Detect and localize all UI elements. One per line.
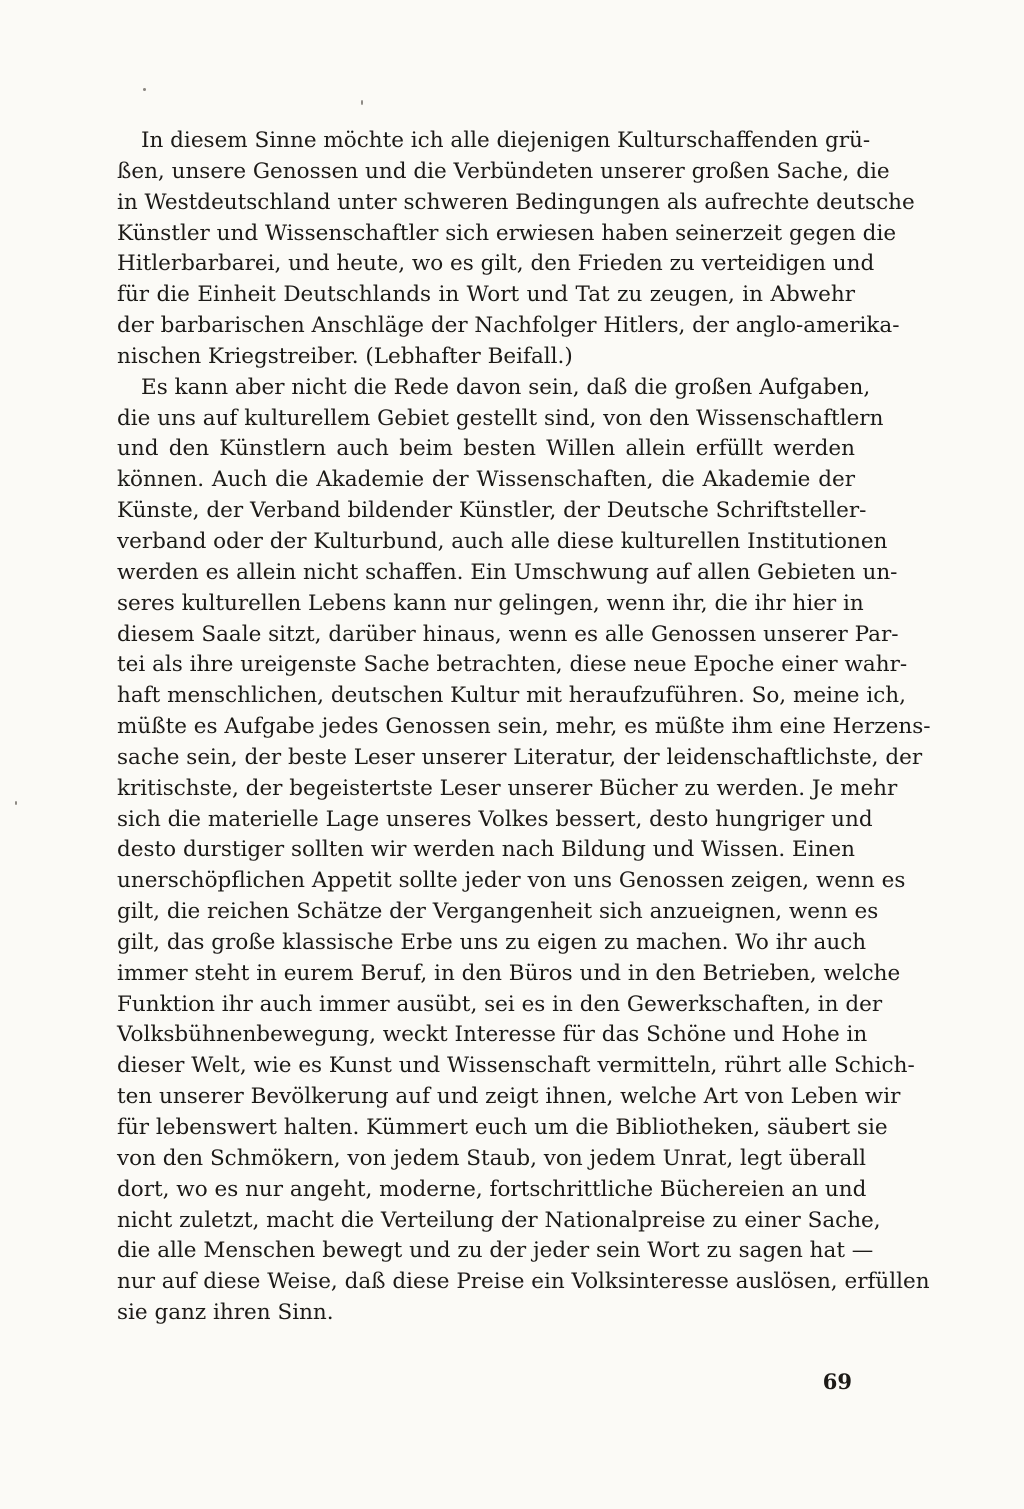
text-line: desto durstiger sollten wir werden nach Bildung und Wissen. Einen	[117, 837, 855, 863]
text-line: gilt, die reichen Schätze der Vergangenheit sich anzueignen, wenn es	[117, 899, 879, 925]
text-line: und den Künstlern auch beim besten Willen allein erfüllt werden	[117, 436, 855, 462]
text-line: Hitlerbarbarei, und heute, wo es gilt, den Frieden zu verteidigen und	[117, 251, 875, 277]
text-line: in Westdeutschland unter schweren Bedingungen als aufrechte deutsche	[117, 189, 915, 215]
text-line: Es kann aber nicht die Rede davon sein, daß die großen Aufgaben,	[141, 374, 871, 400]
body-text	[117, 126, 931, 1329]
text-line: seres kulturellen Lebens kann nur gelingen, wenn ihr, die ihr hier in	[117, 590, 864, 616]
text-line: gilt, das große klassische Erbe uns zu eigen zu machen. Wo ihr auch	[117, 929, 867, 955]
text-line: Volksbühnenbewegung, weckt Interesse für das Schöne und Hohe in	[117, 1022, 868, 1048]
text-line: tei als ihre ureigenste Sache betrachten, diese neue Epoche einer wahr-	[117, 652, 908, 678]
text-line: In diesem Sinne möchte ich alle diejenigen Kulturschaffenden grü-	[141, 128, 871, 153]
paragraph-1	[117, 126, 915, 373]
paragraph-2	[117, 373, 931, 1329]
text-line: kritischste, der begeistertste Leser unserer Bücher zu werden. Je mehr	[117, 775, 898, 801]
text-line: der barbarischen Anschläge der Nachfolger Hitlers, der anglo-amerika-	[117, 313, 900, 339]
text-line: Funktion ihr auch immer ausübt, sei es in den Gewerkschaften, in der	[117, 991, 883, 1017]
paper-speck	[15, 801, 17, 805]
text-line: sie ganz ihren Sinn.	[117, 1300, 334, 1326]
page-number: 69	[822, 1369, 852, 1394]
text-line: müßte es Aufgabe jedes Genossen sein, mehr, es müßte ihm eine Herzens-	[117, 714, 931, 740]
text-line: sich die materielle Lage unseres Volkes bessert, desto hungriger und	[117, 806, 873, 832]
text-line: sache sein, der beste Leser unserer Literatur, der leidenschaftlichste, der	[117, 744, 923, 770]
text-line: für lebenswert halten. Kümmert euch um die Bibliotheken, säubert sie	[117, 1115, 888, 1140]
text-line: die alle Menschen bewegt und zu der jeder sein Wort zu sagen hat —	[117, 1238, 874, 1264]
text-line: nischen Kriegstreiber. (Lebhafter Beifall.)	[117, 343, 573, 369]
text-line: dort, wo es nur angeht, moderne, fortschrittliche Büchereien an und	[117, 1176, 867, 1202]
text-line: können. Auch die Akademie der Wissenschaften, die Akademie der	[117, 467, 855, 493]
text-line: von den Schmökern, von jedem Staub, von jedem Unrat, legt überall	[117, 1145, 867, 1171]
text-line: verband oder der Kulturbund, auch alle diese kulturellen Institutionen	[117, 528, 888, 554]
text-line: für die Einheit Deutschlands in Wort und Tat zu zeugen, in Abwehr	[117, 282, 855, 308]
text-line: ten unserer Bevölkerung auf und zeigt ihnen, welche Art von Leben wir	[117, 1084, 901, 1110]
text-line: Künstler und Wissenschaftler sich erwiesen haben seinerzeit gegen die	[117, 220, 897, 246]
text-line: nicht zuletzt, macht die Verteilung der Nationalpreise zu einer Sache,	[117, 1207, 881, 1233]
text-line: immer steht in eurem Beruf, in den Büros und in den Betrieben, welche	[117, 960, 901, 986]
text-line: unerschöpflichen Appetit sollte jeder von uns Genossen zeigen, wenn es	[117, 868, 906, 894]
paper-speck	[143, 88, 146, 91]
text-line: ßen, unsere Genossen und die Verbündeten unserer großen Sache, die	[117, 158, 890, 184]
text-line: Künste, der Verband bildender Künstler, der Deutsche Schriftsteller-	[117, 498, 867, 524]
text-line: dieser Welt, wie es Kunst und Wissenschaft vermitteln, rührt alle Schich-	[117, 1053, 915, 1079]
text-line: haft menschlichen, deutschen Kultur mit heraufzuführen. So, meine ich,	[117, 683, 906, 709]
text-line: diesem Saale sitzt, darüber hinaus, wenn es alle Genossen unserer Par-	[117, 621, 899, 647]
text-line: werden es allein nicht schaffen. Ein Umschwung auf allen Gebieten un-	[117, 559, 898, 585]
paper-speck	[361, 100, 363, 105]
text-line: nur auf diese Weise, daß diese Preise ein Volksinteresse auslösen, erfüllen	[117, 1269, 930, 1295]
text-line: die uns auf kulturellem Gebiet gestellt sind, von den Wissenschaftlern	[117, 405, 884, 431]
